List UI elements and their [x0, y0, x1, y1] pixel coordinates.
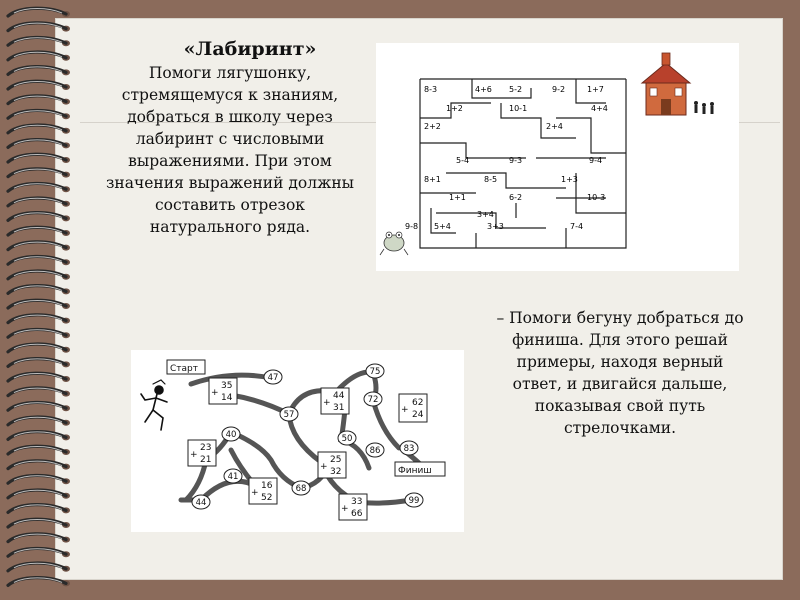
task1-text: [98, 62, 362, 238]
task2-line: показывая свой путь: [534, 397, 706, 415]
race-number: 99: [408, 496, 420, 506]
maze-label: 7-4: [570, 222, 584, 231]
box-value: 31: [333, 403, 345, 413]
box-sign: +: [251, 488, 259, 498]
task1-line: лабиринт с числовыми: [135, 130, 325, 148]
race-number: 72: [367, 395, 379, 405]
task2-line: стрелочками.: [563, 419, 677, 437]
maze-label: 9-2: [552, 85, 566, 94]
runner-icon: [141, 380, 167, 430]
task1-line: выражениями. При этом: [128, 152, 332, 170]
box-value: 14: [221, 393, 233, 403]
task1-line: стремящемуся к знаниям,: [121, 86, 339, 104]
race-number: 50: [341, 434, 353, 444]
box-value: 66: [351, 509, 363, 519]
finish-label: Финиш: [398, 466, 432, 476]
maze-label: 5+4: [434, 222, 451, 231]
race-number: 41: [227, 472, 239, 482]
race-number: 75: [369, 367, 381, 377]
task2-text: [470, 307, 770, 439]
maze-label: 5-4: [456, 156, 470, 165]
box-sign: +: [190, 450, 198, 460]
maze-image: [376, 43, 739, 271]
box-value: 52: [261, 493, 273, 503]
maze-label: 2+4: [546, 122, 563, 131]
box-value: 24: [412, 410, 424, 420]
maze-label: 5-2: [509, 85, 523, 94]
maze-label: 8+1: [424, 175, 441, 184]
task2-line: примеры, находя верный: [516, 353, 724, 371]
race-number: 68: [295, 484, 307, 494]
maze-label: 1+7: [587, 85, 604, 94]
spiral-binding-icon: [0, 0, 90, 600]
task1-line: натурального ряда.: [149, 218, 311, 236]
box-value: 33: [351, 497, 363, 507]
race-number: 86: [369, 446, 381, 456]
school-house-icon: [642, 53, 714, 115]
box-value: 23: [200, 443, 212, 453]
race-path-image: [131, 350, 464, 532]
maze-label: 9-3: [509, 156, 523, 165]
box-value: 16: [261, 481, 273, 491]
race-number: 47: [267, 373, 279, 383]
maze-label: 3+4: [477, 210, 494, 219]
task2-line: ответ, и двигайся дальше,: [512, 375, 728, 393]
race-number: 40: [225, 430, 237, 440]
task1-line: составить отрезок: [155, 196, 305, 214]
box-value: 32: [330, 467, 342, 477]
task1-line: добраться в школу через: [127, 108, 333, 126]
maze-label: 10-1: [509, 104, 528, 113]
maze-label: 10-3: [587, 193, 606, 202]
box-value: 21: [200, 455, 212, 465]
frog-icon: [380, 232, 408, 255]
box-value: 35: [221, 381, 233, 391]
box-value: 44: [333, 391, 345, 401]
race-number: 83: [403, 444, 415, 454]
maze-label: 8-5: [484, 175, 498, 184]
maze-label: 2+2: [424, 122, 441, 131]
box-sign: +: [401, 405, 409, 415]
maze-label: 6-2: [509, 193, 523, 202]
box-value: 25: [330, 455, 342, 465]
task1-line: значения выражений должны: [105, 174, 355, 192]
maze-label: 9-8: [405, 222, 419, 231]
start-label: Старт: [170, 364, 198, 374]
maze-label: 1+3: [561, 175, 578, 184]
task1-line: Помоги лягушонку,: [148, 64, 312, 82]
maze-label: 4+6: [475, 85, 492, 94]
task2-line: – Помоги бегуну добраться до: [496, 309, 744, 327]
box-sign: +: [341, 504, 349, 514]
maze-label: 1+1: [449, 193, 466, 202]
box-sign: +: [211, 388, 219, 398]
maze-label: 4+4: [591, 104, 608, 113]
race-number: 44: [195, 498, 207, 508]
race-number: 57: [283, 410, 295, 420]
task2-line: финиша. Для этого решай: [512, 331, 728, 349]
box-value: 62: [412, 398, 424, 408]
maze-label: 9-4: [589, 156, 603, 165]
maze-label: 8-3: [424, 85, 438, 94]
maze-label: 1+2: [446, 104, 463, 113]
maze-label: 3+3: [487, 222, 504, 231]
box-sign: +: [320, 462, 328, 472]
slide-title: «Лабиринт»: [183, 38, 317, 60]
box-sign: +: [323, 398, 331, 408]
